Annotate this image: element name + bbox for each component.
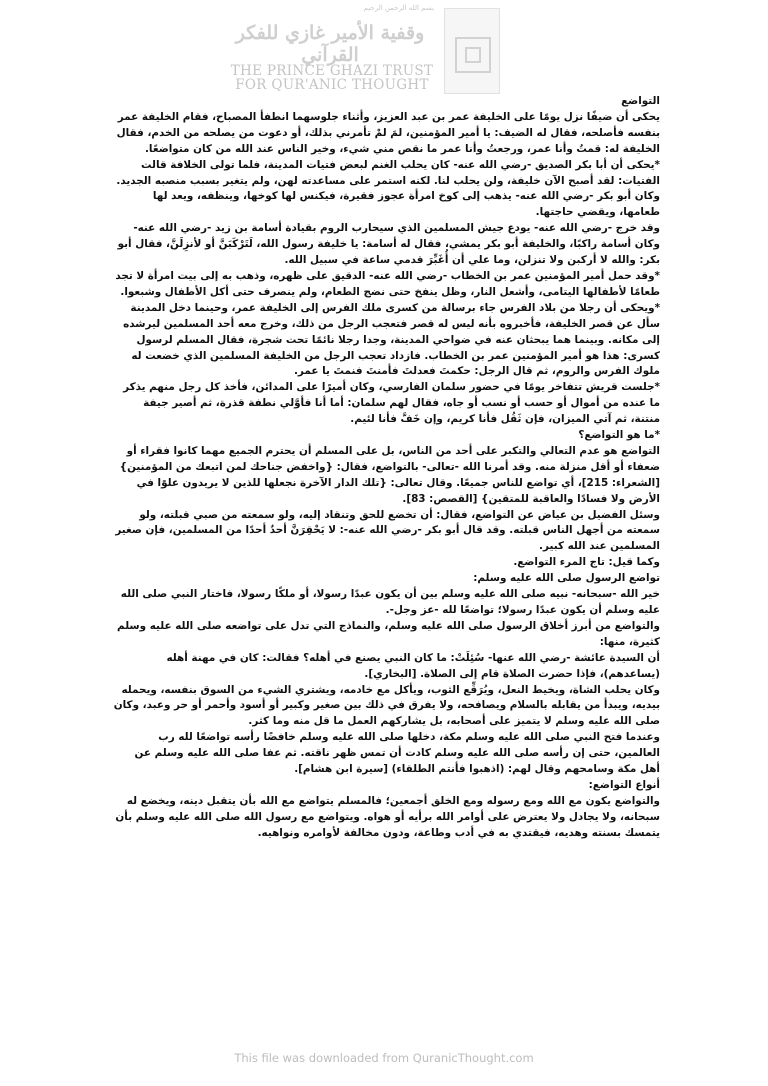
trust-name-line-1: THE PRINCE GHAZI TRUST — [230, 63, 434, 79]
paragraph: يحكى أن ضيفًا نزل يومًا على الخليفة عمر بن عبد العزيز، وأثناء جلوسهما انطفأ المصباح، فقام الخليفة عمر بنفسه فأصلحه، فقال له الضيف: يا أمير المؤمنين، لمَ لمْ تأمرني بذلك، أو دعوت من يصلحه من الخدم، فقال الخليفة له: قمتُ وأنا عمر، ورجعتُ وأنا عمر ما نقص مني شيء، وخير الناس عند الله من كان متواضعًا. — [116, 110, 660, 155]
paragraph: أن السيدة عائشة -رضي الله عنها- سُئِلَتْ: ما كان النبي يصنع في أهله؟ فقالت: كان في مهنة أهله (يساعدهم)، فإذا حضرت الصلاة قام إلى الصلاة. [البخاري]. — [166, 651, 660, 680]
paragraph: التواضع هو عدم التعالي والتكبر على أحد من الناس، بل على المسلم أن يحترم الجميع مهما كانوا فقراء أو ضعفاء أو أقل منزلة منه. وقد أمرنا الله -تعالى- بالتواضع، فقال: {واخفض جناحك لمن اتبعك من المؤمنين} [الشعراء: 215]، أي تواضع للناس جميعًا. وقال تعالى: {تلك الدار الآخرة نجعلها للذين لا يريدون علوًا في الأرض ولا فسادًا والعاقبة للمتقين} [القصص: 83]. — [119, 444, 660, 505]
paragraph: وكان يحلب الشاة، ويخيط النعل، ويُرَقِّع الثوب، ويأكل مع خادمه، ويشتري الشيء من السوق بنفسه، ويحمله بيديه، ويبدأ من يقابله بالسلام ويصافحه، ولا يفرق في ذلك بين صغير وكبير أو أسود وأحمر أو حر وعبد، وكان صلى الله عليه وسلم لا يتميز على أصحابه، بل يشاركهم العمل ما قل منه وما كثر. — [113, 683, 660, 728]
paragraph: والتواضع يكون مع الله ومع رسوله ومع الخلق أجمعين؛ فالمسلم يتواضع مع الله بأن يتقبل دينه، ويخضع له سبحانه، ولا يجادل ولا يعترض على أوامر الله برأيه أو هواه. ويتواضع مع رسول الله صلى الله عليه وسلم بأن يتمسك بسنته وهديه، فيقتدي به في أدب وطاعة، ودون مخالفة لأوامره ونواهيه. — [115, 794, 660, 839]
paragraph: *جلست قريش تتفاخر يومًا في حضور سلمان الفارسي، وكان أميرًا على المدائن، فأخذ كل رجل منهم يذكر ما عنده من أموال أو حسب أو نسب أو جاه، فقال لهم سلمان: أما أنا فأوَّلي نطفة قذرة، ثم أصير جيفة منتنة، ثم آتي الميزان، فإن ثَقُل فأنا كريم، وإن خَفَّ فأنا لئيم. — [123, 381, 660, 426]
paragraph: *وقد حمل أمير المؤمنين عمر بن الخطاب -رضي الله عنه- الدقيق على ظهره، وذهب به إلى بيت امرأة لا تجد طعامًا لأطفالها اليتامى، وأشعل النار، وظل ينفخ حتى نضج الطعام، ولم ينصرف حتى أكل الأطفال وشبعوا. — [115, 269, 660, 298]
paragraph: وكما قيل: تاج المرء التواضع. — [513, 556, 660, 569]
trust-name-line-2: FOR QUR'ANIC THOUGHT — [235, 77, 429, 93]
trust-name-english — [226, 64, 438, 92]
paragraph: وعندما فتح النبي صلى الله عليه وسلم مكة، دخلها صلى الله عليه وسلم خافضًا رأسه تواضعًا لله رب العالمين، حتى إن رأسه صلى الله عليه وسلم كادت أن تمس ظهر ناقته. ثم عفا صلى الله عليه وسلم عن أهل مكة وسامحهم وقال لهم: (اذهبوا فأنتم الطلقاء) [سيرة ابن هشام]. — [134, 731, 660, 776]
download-footer: This file was downloaded from QuranicThought.com — [234, 1051, 534, 1065]
article-body — [112, 94, 660, 1018]
paragraph: خير الله -سبحانه- نبيه صلى الله عليه وسلم بين أن يكون عبدًا رسولا، أو ملكًا رسولا، فاختار النبي صلى الله عليه وسلم أن يكون عبدًا رسولا؛ تواضعًا لله -عز وجل-. — [120, 588, 660, 616]
paragraph: *يحكى أن أبا بكر الصديق -رضي الله عنه- كان يحلب الغنم لبعض فتيات المدينة، فلما تولى الخلافة قالت الفتيات: لقد أصبح الآن خليفة، ولن يحلب لنا. لكنه استمر على مساعدته لهن، ولم يتغير بسبب منصبه الجديد. وكان أبو بكر -رضي الله عنه- يذهب إلى كوخ امرأة عجوز فقيرة، فيكنس لها كوخها، وينظفه، ويعد لها طعامها، ويقضي حاجتها. — [116, 158, 660, 219]
paragraph: وقد خرج -رضي الله عنه- يودع جيش المسلمين الذي سيحارب الروم بقيادة أسامة بن زيد -رضي الله عنه- وكان أسامة راكبًا، والخليفة أبو بكر يمشي، فقال له أسامة: يا خليفة رسول الله، لَتَرْكَبَنَّ أو لأنزِلَنَّ، فقال أبو بكر: والله لا أركبن ولا تنزلن، وما علي أن أُغَبِّرَ قدمي ساعة في سبيل الله. — [117, 222, 660, 267]
paragraph: والتواضع من أبرز أخلاق الرسول صلى الله عليه وسلم، والنماذج التي تدل على تواضعه صلى الله عليه وسلم كثيرة، منها: — [117, 619, 660, 648]
section-heading: تواضع الرسول صلى الله عليه وسلم: — [473, 572, 660, 585]
basmala: بسم الله الرحمن الرحيم — [363, 4, 434, 12]
section-heading: أنواع التواضع: — [588, 778, 660, 791]
page-header — [0, 0, 768, 100]
section-heading: *ما هو التواضع؟ — [578, 429, 660, 442]
trust-seal-icon — [444, 8, 500, 94]
article-title: التواضع — [621, 95, 660, 107]
trust-name-arabic: وقفية الأمير غازي للفكر القرآني — [235, 22, 425, 66]
paragraph: *ويحكى أن رجلا من بلاد الفرس جاء برسالة من كسرى ملك الفرس إلى الخليفة عمر، وحينما دخل المدينة سأل عن قصر الخليفة، فأخبروه بأنه ليس له قصر فتعجب الرجل من ذلك، وخرج معه أحد المسلمين ليرشده إلى مكانه. وبينما هما يبحثان عنه في ضواحي المدينة، وجدا رجلا نائمًا تحت شجرة، فقال المسلم لرسول كسرى: هذا هو أمير المؤمنين عمر بن الخطاب. فازداد تعجب الرجل من الخليفة المسلمين الذي خضعت له ملوك الفرس والروم، ثم قال الرجل: حكمتَ فعدلتَ فأمنتَ فنمتَ يا عمر. — [123, 301, 660, 378]
paragraph: وسئل الفضيل بن عياض عن التواضع، فقال: أن تخضع للحق وتنقاد إليه، ولو سمعته من صبي قبلته، ولو سمعته من أجهل الناس قبلته. وقد قال أبو بكر -رضي الله عنه-: لا يَحْقِرَنَّ أحدٌ أحدًا من المسلمين، فإن صغير المسلمين عند الله كبير. — [115, 508, 660, 553]
